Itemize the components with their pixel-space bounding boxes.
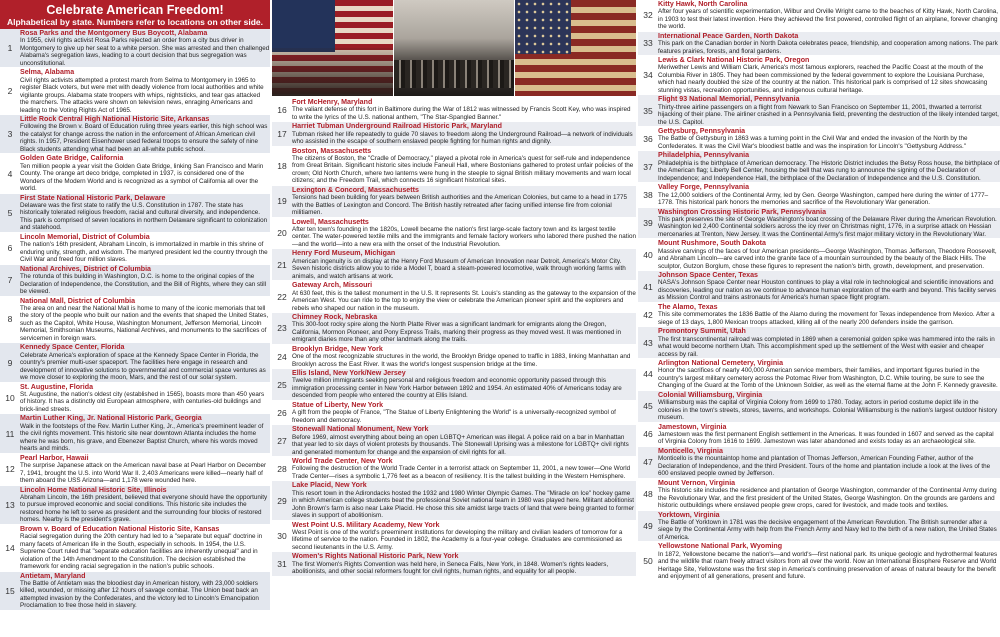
entry-description: The surprise Japanese attack on the American naval base at Pearl Harbor on December 7, 1941, brought the U.S. into World War II. 2,403 Americans were killed—nearly half of them aboard the USS Arizona—and 1,178 were wounded here. [20, 462, 267, 485]
entry-title: Colonial Williamsburg, Virginia [658, 390, 763, 399]
entry-body [292, 249, 636, 280]
column-middle [272, 0, 636, 637]
entry-description: The Battle of Yorktown in 1781 was the decisive engagement of the American Revolution. The British surrender after a siege by the Continental Army with help from the French Army and Navy led to the birth of a new nation, the United States of America. [658, 518, 997, 541]
entry-body [20, 29, 270, 67]
entry-description: Abraham Lincoln, the 16th president, believed that everyone should have the opportunity to pursue improved economic and social conditions. This historic site includes the restored home he left to serve as president and the surrounding four blocks of restored homes. Nearby is the president's grave. [20, 493, 268, 524]
entry-body [292, 186, 636, 217]
list-item [272, 249, 636, 280]
entry-title: First State National Historic Park, Delaware [20, 193, 166, 202]
entry-body [292, 369, 636, 400]
entry-description: The 12,000 soldiers of the Continental Army, led by Gen. George Washington, camped here during the winter of 1777–1778. This historical park honors the memories and sacrifice of the Revolutionary War generation. [658, 191, 989, 207]
list-item [0, 68, 270, 114]
list-item [0, 115, 270, 153]
page-title: Celebrate American Freedom! [46, 3, 224, 17]
entry-body [20, 265, 270, 296]
header-banner [0, 0, 270, 29]
list-item [0, 233, 270, 264]
entry-description: Civil rights activists attempted a protest march from Selma to Montgomery in 1965 to register Black voters, but were met with deadly violence from local authorities and white vigilante groups. Alabama state troopers with whips, nightsticks, and tear gas attacked the marchers. The attacks were shown on television news, enraging Americans and leading to the Voting Rights Act of 1965. [20, 76, 264, 114]
entry-title: Little Rock Central High National Historic Site, Arkansas [20, 115, 210, 124]
entry-title: Kitty Hawk, North Carolina [658, 0, 748, 8]
list-item [272, 313, 636, 344]
entry-title: International Peace Garden, North Dakota [658, 31, 799, 40]
entry-number: 25 [277, 379, 287, 390]
entry-description: Walk in the footsteps of the Rev. Martin Luther King, Jr., America's preeminent leader of the civil rights movement. This historic site near downtown Atlanta includes the home where he was born, his grave, and Ebenezer Baptist Church, where his words moved hearts and minds. [20, 422, 264, 453]
entry-number: 42 [643, 309, 653, 320]
entry-body [20, 486, 270, 524]
list-item [638, 239, 1000, 270]
entry-title: Fort McHenry, Maryland [292, 98, 373, 106]
entry-title: Yellowstone National Park, Wyoming [658, 542, 783, 551]
list-item [272, 457, 636, 480]
entry-description: West Point is one of the world's preeminent institutions for developing the military and civilian leaders of tomorrow for a lifetime of service to the nation. Founded in 1802, the Academy is a four-year college. Graduates are commissioned as second lieutenants in the U.S. Army. [292, 528, 623, 551]
list-item [272, 425, 636, 456]
entry-number: 4 [7, 168, 13, 179]
list-item [272, 521, 636, 552]
entry-description: American ingenuity is on display at the Henry Ford Museum of American Innovation near Detroit, America's Motor City. Seven historic districts allow you to ride a Model T, board a steam-powered locomotive, walk through working farms with animals, and watch artisans at work. [292, 257, 626, 280]
entry-description: Following the Brown v. Board of Education ruling three years earlier, this high school was the catalyst for change across the nation in the enforcement of African American civil rights. In 1957, President Eisenhower used federal troops to ensure the safety of nine Black students attending what had been an all-white public school. [20, 123, 268, 153]
entry-description: This park on the Canadian border in North Dakota celebrates peace, friendship, and cooperation among nations. The park features prairies, forests, and floral gardens. [658, 40, 998, 55]
list-item [272, 186, 636, 217]
entry-description: The Battle of Gettysburg in 1863 was a turning point in the Civil War and ended the invasion of the North by the Confederates. It was the Civil War's bloodiest battle and was the inspiration for Lincoln's "Gettysburg Address." [658, 135, 968, 150]
entry-number: 31 [277, 559, 287, 570]
entry-title: Selma, Alabama [20, 68, 75, 77]
entry-title: Antietam, Maryland [20, 571, 86, 580]
entry-number: 46 [643, 429, 653, 440]
list-item [638, 391, 1000, 422]
entry-title: Golden Gate Bridge, California [20, 154, 124, 163]
entry-list-middle [272, 98, 636, 576]
list-item [638, 127, 1000, 150]
entry-body [20, 115, 270, 153]
entry-description: At 630 feet, this is the tallest monument in the U.S. It represents St. Louis's standing as the gateway to the expansion of the American West. You can ride to the top to enjoy the view or celebrate the American pioneer spirit and the explorers and rebels who shaped our nation in the museum. [292, 289, 636, 312]
entry-number: 12 [5, 464, 15, 475]
entry-description: This 300-foot rocky spire along the North Platte River was a significant landmark for emigrants along the Oregon, California, Mormon Pioneer, and Pony Express Trails, marking their progress as they moved west. It was mentioned in emigrant diaries more than any other landmark along the trails. [292, 321, 621, 344]
entry-body [292, 147, 636, 185]
entry-description: After ten town's founding in the 1820s, Lowell became the nation's first large-scale factory town and its largest textile center. The water-powered textile mills and the immigrants and female factory workers who labored there pushed the nation—and the world—into a new era with the onset of the Industrial Revolution. [292, 225, 636, 248]
entry-number: 39 [643, 217, 653, 228]
entry-body [658, 542, 1000, 580]
entry-description: The Battle of Antietam was the bloodiest day in American history, with 23,000 soldiers killed, wounded, or missing after 12 hours of savage combat. The Union beat back an attempted invasion by the Confederates, and the victory led to Lincoln's Emancipation Proclamation to free those held in slavery. [20, 579, 259, 610]
entry-number: 32 [643, 10, 653, 21]
entry-number: 45 [643, 401, 653, 412]
list-item [0, 454, 270, 485]
entry-number: 10 [5, 393, 15, 404]
entry-number: 21 [277, 259, 287, 270]
list-item [0, 572, 270, 610]
entry-description: Williamsburg was the capital of Virginia Colony from 1699 to 1780. Today, actors in period costume depict life in the colonies in the town's streets, stores, taverns, and workshops. Colonial Williamsburg is the nation's largest outdoor history museum. [658, 399, 998, 422]
entry-body [292, 218, 636, 249]
entry-title: Gateway Arch, Missouri [292, 281, 373, 290]
entry-number: 15 [5, 585, 15, 596]
entry-number: 33 [643, 38, 653, 49]
entry-description: Meriwether Lewis and William Clark, America's most famous explorers, reached the Pacific Coast at the mouth of the Columbia River in 1805. They had been commissioned by the federal government to explore the Louisiana Purchase, which had nearly doubled the size of the country at the nation. This historical park is comprised of 12 sites showcasing stunning vistas, recreation opportunities, and indigenous cultural heritage. [658, 64, 988, 94]
list-item [638, 151, 1000, 182]
entry-description: This historic site includes the residence and plantation of George Washington, commander of the Continental Army during the Revolutionary War, and the first president of the United States, George Washington. On the grounds are gardens and historic outbuildings where enslaved people grew crops, cared for livestock, and made tools and textiles. [658, 487, 997, 510]
entry-title: Yorktown, Virginia [658, 510, 720, 519]
entry-title: Ellis Island, New York/New Jersey [292, 369, 406, 378]
entry-body [658, 303, 1000, 326]
list-item [0, 383, 270, 414]
entry-number: 30 [277, 531, 287, 542]
entry-title: Jamestown, Virginia [658, 422, 727, 431]
entry-body [658, 151, 1000, 182]
list-item [638, 271, 1000, 302]
entry-body [20, 233, 270, 264]
entry-title: Arlington National Cemetery, Virginia [658, 359, 784, 368]
entry-number: 14 [5, 542, 15, 553]
entry-description: Tensions had been building for years between British authorities and the American Colonies, but came to a head in 1775 with the Battles of Lexington and Concord. The British hastily retreated after facing unified intense fire from colonial militiamen. [292, 194, 627, 217]
entry-title: Statue of Liberty, New York [292, 400, 384, 409]
list-item [272, 147, 636, 185]
entry-description: In 1872, Yellowstone became the nation's—and world's—first national park. Its unique geologic and hydrothermal features and the wildlife that roam freely attract visitors from all over the world. Now an International Biosphere Reserve and World Heritage Site, Yellowstone was the first step in America's continuing preservation of areas of natural beauty for the benefit and enjoyment of all generations, present and future. [658, 550, 998, 581]
entry-title: Henry Ford Museum, Michigan [292, 249, 396, 258]
entry-body [20, 68, 270, 114]
entry-description: One of the most recognizable structures in the world, the Brooklyn Bridge opened to traffic in 1883, linking Manhattan and Brooklyn across the East River. It was the world's longest suspension bridge at the time. [292, 353, 631, 368]
entry-description: The rotunda of this building in Washington, D.C. is home to the original copies of the Declaration of Independence, the Constitution, and the Bill of Rights, where they can still be viewed. [20, 273, 267, 296]
entry-list-right [638, 0, 1000, 581]
entry-description: Racial segregation during the 20th century had led to a "separate but equal" doctrine in many facets of American life in the South, especially in schools. In 1954, the U.S. Supreme Court ruled that "separate education facilities are inherently unequal" and in violation of the 14th Amendment to the Constitution. The decision established the framework for ending racial segregation in the nation's public schools. [20, 533, 263, 571]
entry-title: National Mall, District of Columbia [20, 296, 136, 305]
entry-number: 48 [643, 489, 653, 500]
list-item [272, 481, 636, 519]
entry-body [292, 425, 636, 456]
entry-body [292, 313, 636, 344]
entry-title: Mount Vernon, Virginia [658, 478, 736, 487]
flag-photo [515, 0, 636, 96]
entry-number: 24 [277, 351, 287, 362]
list-item [0, 297, 270, 343]
entry-description: Jamestown was the first permanent English settlement in the Americas. It was founded in 1607 and served as the capital of Virginia Colony from 1616 to 1699. Jamestown was later abandoned and exists today as an archaeological site. [658, 430, 994, 446]
entry-body [292, 521, 636, 552]
entry-number: 34 [643, 70, 653, 81]
entry-description: Ten million people a year visit the Golden Gate Bridge, linking San Francisco and Marin County. The orange art deco bridge, completed in 1937, is considered one of the Wonders of the Modern World and is recognized as a symbol of California all over the world. [20, 162, 264, 193]
list-item [0, 154, 270, 192]
entry-description: The valiant defense of this fort in Baltimore during the War of 1812 was witnessed by Francis Scott Key, who was inspired to write the lyrics of the U.S. national anthem, "The Star-Spangled Banner." [292, 106, 631, 121]
entry-number: 6 [7, 243, 13, 254]
entry-description: A gift from the people of France, "The Statue of Liberty Enlightening the World" is a universally-recognized symbol of freedom and democracy. [292, 409, 616, 424]
entry-number: 29 [277, 495, 287, 506]
entry-body [658, 271, 1000, 302]
entry-number: 5 [7, 207, 13, 218]
entry-description: Thirty-three airline passengers on a flight from Newark to San Francisco on September 11, 2001, thwarted a terrorist hijacking of their plane. The airliner crashed in a Pennsylvania field, preventing the destruction of the likely intended target, the U.S. Capitol. [658, 103, 999, 126]
entry-number: 3 [7, 129, 13, 140]
entry-title: Washington Crossing Historic Park, Pennsylvania [658, 207, 827, 216]
list-item [272, 369, 636, 400]
list-item [638, 423, 1000, 446]
entry-body [658, 0, 1000, 31]
entry-title: Promontory Summit, Utah [658, 327, 746, 336]
entry-title: The Alamo, Texas [658, 302, 718, 311]
list-item [272, 218, 636, 249]
list-item [638, 479, 1000, 510]
entry-body [658, 327, 1000, 358]
photo-strip [272, 0, 636, 96]
entry-description: The first Women's Rights Convention was held here, in Seneca Falls, New York, in 1848. Women's rights leaders, abolitionists, and other social reformers fought for civil rights, human rights, and equality for all people. [292, 560, 609, 576]
entry-title: Lewis & Clark National Historic Park, Oregon [658, 56, 810, 65]
entry-description: Monticello is the mountaintop home and plantation of Thomas Jefferson, American Founding Father, author of the Declaration of Independence, and the third President. Tours of the home and plantation include a look at the lives of the 600 enslaved people owned by Jefferson. [658, 455, 991, 478]
entry-number: 28 [277, 463, 287, 474]
entry-body [292, 457, 636, 480]
entry-title: Mount Rushmore, South Dakota [658, 239, 766, 248]
entry-description: Following the destruction of the World Trade Center in a terrorist attack on September 11, 2001, a new tower—One World Trade Center—rises a symbolic 1,776 feet as a beacon of resiliency. It is the tallest building in the Western Hemisphere. [292, 465, 631, 480]
column-left [0, 0, 270, 637]
entry-title: World Trade Center, New York [292, 457, 393, 466]
list-item [0, 486, 270, 524]
list-item [272, 98, 636, 121]
entry-body [292, 281, 636, 312]
list-item [638, 183, 1000, 206]
entry-title: Brooklyn Bridge, New York [292, 344, 383, 353]
list-item [0, 343, 270, 381]
entry-number: 47 [643, 457, 653, 468]
entry-description: Celebrate America's exploration of space at the Kennedy Space Center in Florida, the country's premier multi-user spaceport. The facilities here engage in research and development of innovative solutions to governmental and commercial space ventures as we move closer to exploring the moon, Mars, and the rest of our solar system. [20, 351, 266, 382]
entry-number: 18 [277, 160, 287, 171]
list-item [638, 511, 1000, 542]
entry-body [20, 154, 270, 192]
list-item [638, 56, 1000, 94]
entry-number: 41 [643, 281, 653, 292]
entry-title: Stonewall National Monument, New York [292, 425, 429, 434]
entry-number: 36 [643, 133, 653, 144]
entry-body [658, 56, 1000, 94]
entry-number: 13 [5, 499, 15, 510]
list-item [272, 552, 636, 575]
entry-body [292, 98, 636, 121]
list-item [0, 29, 270, 67]
entry-number: 35 [643, 105, 653, 116]
entry-description: After four years of scientific experimentation, Wilbur and Orville Wright came to the beaches of Kitty Hawk, North Carolina, in 1903 to test their latest invention. Here they achieved the first powered, controlled flight of an airplane, forever changing the world. [658, 8, 999, 31]
entry-list-left [0, 29, 270, 610]
march-photo [394, 0, 515, 96]
entry-title: Harriet Tubman Underground Railroad Historic Park, Maryland [292, 122, 502, 131]
list-item [638, 327, 1000, 358]
list-item [272, 345, 636, 368]
entry-description: Before 1969, almost everything about being an open LGBTQ+ American was illegal. A police raid on a bar in Manhattan that year led to six days of violent protests by thousands. The Stonewall Uprising was a milestone for LGBTQ+ civil rights and generated momentum for change and the expansion of civil rights for all. [292, 433, 629, 456]
entry-number: 19 [277, 196, 287, 207]
list-item [272, 281, 636, 312]
flag-crowd-photo [272, 0, 393, 96]
entry-body [658, 127, 1000, 150]
page-subtitle: Alphabetical by state. Numbers refer to locations on other side. [6, 17, 263, 27]
entry-title: Boston, Massachusetts [292, 146, 372, 155]
entry-title: Lincoln Memorial, District of Columbia [20, 232, 150, 241]
entry-body [292, 552, 636, 575]
entry-title: Gettysburg, Pennsylvania [658, 127, 746, 136]
entry-title: Lincoln Home National Historic Site, Illinois [20, 485, 167, 494]
entry-description: St. Augustine, the nation's oldest city (established in 1565), boasts more than 450 years of history. It has a distinctly old European atmosphere, with centuries-old buildings and brick-lined streets. [20, 390, 265, 413]
entry-title: Martin Luther King, Jr. National Historic Park, Georgia [20, 414, 202, 423]
list-item [0, 265, 270, 296]
entry-body [292, 345, 636, 368]
entry-number: 11 [5, 428, 15, 439]
entry-number: 37 [643, 161, 653, 172]
entry-body [658, 511, 1000, 542]
entry-title: Brown v. Board of Education National Historic Site, Kansas [20, 524, 220, 533]
entry-number: 20 [277, 228, 287, 239]
entry-body [658, 447, 1000, 478]
entry-body [658, 479, 1000, 510]
entry-title: Chimney Rock, Nebraska [292, 313, 378, 322]
entry-body [20, 194, 270, 232]
entry-body [658, 208, 1000, 239]
list-item [0, 525, 270, 571]
list-item [638, 208, 1000, 239]
entry-number: 44 [643, 369, 653, 380]
entry-description: This site commemorates the 1836 Battle of the Alamo during the movement for Texas independence from Mexico. After a siege of 13 days, 1,800 Mexican troops attacked, killing all of the nearly 200 defenders inside the garrison. [658, 311, 995, 326]
entry-body [292, 481, 636, 519]
entry-body [20, 383, 270, 414]
column-right [638, 0, 1000, 637]
entry-title: Lowell, Massachusetts [292, 217, 369, 226]
entry-body [20, 572, 270, 610]
list-item [638, 95, 1000, 126]
entry-title: Philadelphia, Pennsylvania [658, 151, 750, 160]
entry-title: Flight 93 National Memorial, Pennsylvania [658, 95, 800, 104]
entry-number: 16 [277, 104, 287, 115]
list-item [638, 0, 1000, 31]
entry-number: 22 [277, 291, 287, 302]
list-item [272, 122, 636, 145]
entry-title: National Archives, District of Columbia [20, 264, 151, 273]
entry-description: Delaware was the first state to ratify the U.S. Constitution in 1787. The state has historically tolerated religious freedom, racial and cultural diversity, and independence. This park is comprised of seven locations in northern Delaware significant to colonization and statehood. [20, 201, 268, 232]
entry-number: 49 [643, 520, 653, 531]
entry-number: 26 [277, 407, 287, 418]
entry-title: St. Augustine, Florida [20, 382, 94, 391]
entry-number: 7 [7, 275, 13, 286]
entry-description: The area on and near the National Mall is home to many of the iconic memorials that tell the story of the people who built our nation and the events that shaped the United States, such as the Capitol, White House, Washington Monument, Jefferson Memorial, Lincoln Memorial, Smithsonian Museums, National Archives, and monuments to the sacrifices of servicemen in foreign wars. [20, 304, 269, 342]
entry-body [20, 414, 270, 452]
entry-number: 9 [7, 357, 13, 368]
entry-description: Philadelphia is the birthplace of American democracy. The Historic District includes the Betsy Ross house, the birthplace of the American flag; Liberty Bell Center, housing the bell that was rung to announce the signing of the Declaration of Independence; and Independence Hall, the birthplace of the Declaration of Independence and the U.S. Constitution. [658, 159, 1000, 182]
entry-number: 38 [643, 189, 653, 200]
entry-description: Massive carvings of the faces of four American presidents—George Washington, Thomas Jefferson, Theodore Roosevelt, and Abraham Lincoln—are carved into the granite face of a mountain surrounded by the beauty of the Black Hills. The sculptor, Gutzon Borglum, chose these figures to represent the nation's birth, growth, development, and preservation. [658, 247, 997, 270]
list-item [0, 414, 270, 452]
entry-number: 23 [277, 323, 287, 334]
entry-body [658, 183, 1000, 206]
entry-title: Valley Forge, Pennsylvania [658, 183, 750, 192]
entry-description: In 1955, civil rights activist Rosa Parks rejected an order from a city bus driver in Montgomery to give up her seat to a white person. She was arrested and then challenged Alabama's segregation laws, leading to a court decision that bus segregation was unconstitutional. [20, 37, 270, 67]
entry-number: 1 [7, 43, 13, 54]
entry-title: Lexington & Concord, Massachusetts [292, 185, 419, 194]
entry-description: The citizens of Boston, the "Cradle of Democracy," played a pivotal role in America's quest for self-rule and independence from Great Britain. Significant historic sites include Faneuil Hall, where Bostonians gathered to protest unfair policies of the crown; Old North Church, where two lanterns were hung in the steeple to signal British military movements and warn local citizens; and the Freedom Trail, which connects 16 significant historical sites. [292, 154, 634, 185]
entry-title: Women's Rights National Historic Park, New York [292, 552, 459, 561]
list-item [272, 401, 636, 424]
entry-title: Johnson Space Center, Texas [658, 271, 759, 280]
entry-number: 43 [643, 337, 653, 348]
list-item [638, 32, 1000, 55]
entry-title: Kennedy Space Center, Florida [20, 343, 125, 352]
list-item [638, 542, 1000, 580]
entry-description: The first transcontinental railroad was completed in 1869 when a ceremonial golden spike was hammered into the rails in what would become northern Utah. This accomplishment sped up the settlement of the West with easier and cheaper access by rail. [658, 335, 995, 358]
entry-body [658, 423, 1000, 446]
entry-body [658, 359, 1000, 390]
entry-body [20, 343, 270, 381]
entry-body [20, 454, 270, 485]
entry-body [658, 391, 1000, 422]
entry-title: Lake Placid, New York [292, 481, 367, 490]
entry-description: Tubman risked her life repeatedly to guide 70 slaves to freedom along the Underground Railroad—a network of individuals who assisted in the escape of southern enslaved people fighting for human rights and dignity. [292, 130, 633, 146]
entry-body [658, 95, 1000, 126]
list-item [638, 359, 1000, 390]
entry-description: NASA's Johnson Space Center near Houston continues to play a vital role in technological and scientific innovations and discoveries, leading our nation as we continue to advance human exploration of the earth and beyond. This facility serves as Mission Control and trains astronauts for America's human space flight program. [658, 279, 997, 302]
entry-description: Twelve million immigrants seeking personal and religious freedom and economic opportunity passed through this immigration processing center in New York Harbor between 1892 and 1954. An estimated 40% of Americans today are descended from people who entered the country at Ellis Island. [292, 377, 622, 400]
entry-body [292, 122, 636, 145]
entry-number: 40 [643, 249, 653, 260]
entry-description: Honor the sacrifices of nearly 400,000 American service members, their families, and important figures buried in the country's largest military cemetery across the Potomac River from Washington, D.C. While touring, be sure to see the Changing of the Guard at the Tomb of the Unknown Soldier, as well as the eternal flame at the John F. Kennedy gravesite. [658, 367, 998, 390]
entry-description: The nation's 16th president, Abraham Lincoln, is immortalized in marble in this shrine of enduring unity, strength, and wisdom. The martyred president led the country through the Civil War and freed four million slaves. [20, 241, 268, 264]
entry-number: 17 [277, 128, 287, 139]
entry-title: Monticello, Virginia [658, 446, 723, 455]
entry-title: Pearl Harbor, Hawaii [20, 453, 89, 462]
entry-number: 8 [7, 314, 13, 325]
list-item [638, 303, 1000, 326]
list-item [0, 194, 270, 232]
entry-body [292, 401, 636, 424]
entry-title: West Point U.S. Military Academy, New York [292, 520, 440, 529]
entry-number: 2 [7, 86, 13, 97]
entry-description: This park preserves the site of George Washington's boat crossing of the Delaware River during the American Revolution. Washington led 2,400 Continental soldiers across the icy river on Christmas night, 1776, in a surprise attack on Hessian mercenaries at Trenton, New Jersey. It was the Continental Army's first major military victory in the Revolutionary War. [658, 215, 997, 238]
entry-body [658, 32, 1000, 55]
entry-description: This resort town in the Adirondacks hosted the 1932 and 1980 Winter Olympic Games. The "Miracle on Ice" hockey game in which American college students beat the professional Soviet national team in 1980 was played here. Militant abolitionist John Brown's farm is also near Lake Placid. He chose this site amidst large tracts of land that were being granted to former slaves in support of abolitionism. [292, 489, 635, 520]
entry-body [658, 239, 1000, 270]
entry-number: 27 [277, 435, 287, 446]
entry-body [20, 525, 270, 571]
entry-title: Rosa Parks and the Montgomery Bus Boycott, Alabama [20, 29, 208, 37]
entry-body [20, 297, 270, 343]
entry-number: 50 [643, 556, 653, 567]
list-item [638, 447, 1000, 478]
